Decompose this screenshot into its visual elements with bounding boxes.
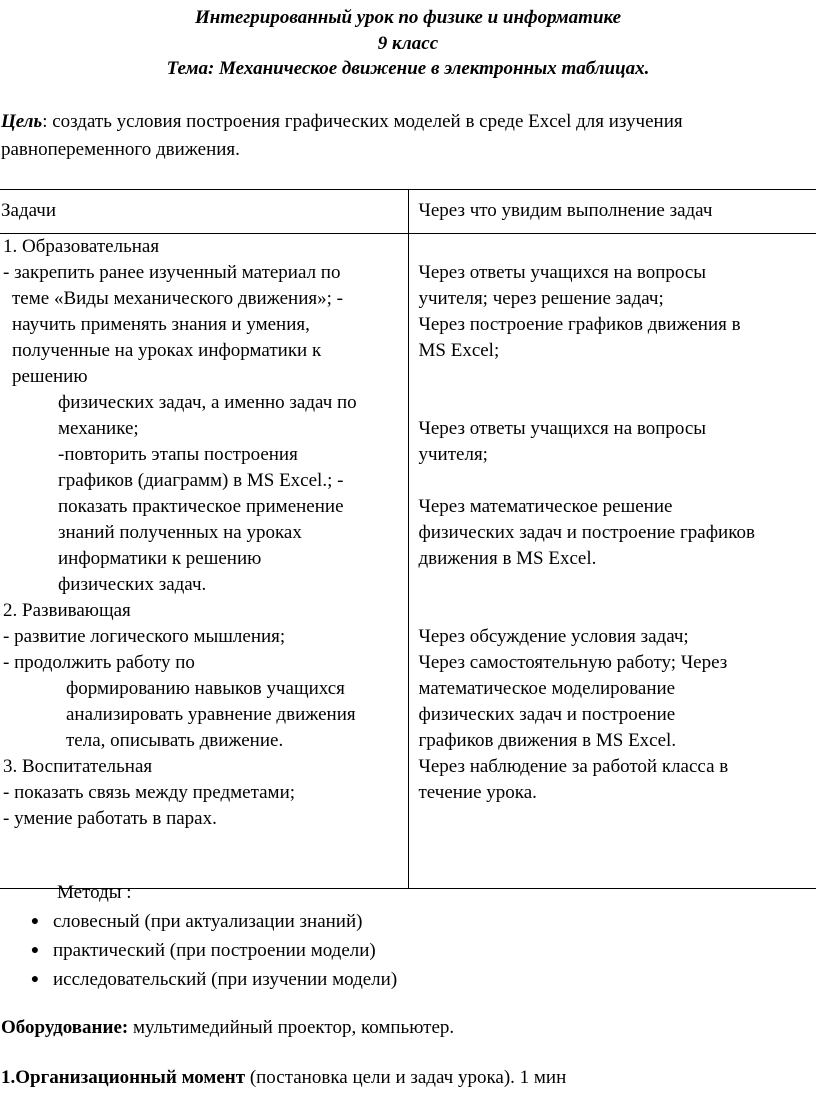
task-line: - развитие логического мышления;	[3, 626, 286, 647]
evidence-line: течение урока.	[418, 782, 537, 803]
goal-label: Цель	[1, 111, 43, 132]
evidence-line: физических задач и построение графиков	[418, 522, 755, 543]
bullet-icon: ●	[30, 943, 40, 958]
task-line: полученные на уроках информатики к	[12, 340, 322, 361]
task-line: - умение работать в парах.	[3, 808, 217, 829]
task-line: - продолжить работу по	[3, 652, 195, 673]
bullet-icon: ●	[30, 914, 40, 929]
column-header-evidence: Через что увидим выполнение задач	[408, 190, 816, 234]
org-moment-text: (постановка цели и задач урока). 1 мин	[245, 1067, 567, 1088]
task-line: механике;	[58, 418, 139, 439]
task-line: анализировать уравнение движения	[66, 704, 356, 725]
equipment-label: Оборудование:	[1, 1017, 129, 1038]
task-heading: 3. Воспитательная	[3, 756, 153, 777]
evidence-line: Через самостоятельную работу; Через	[418, 652, 728, 673]
method-text: практический (при построении модели)	[53, 940, 376, 961]
method-text: словесный (при актуализации знаний)	[53, 911, 363, 932]
task-line: - показать связь между предметами;	[3, 782, 296, 803]
task-line: информатики к решению	[58, 548, 262, 569]
goal-text-line1: : создать условия построения графических моделей в среде Excel для изучения	[42, 111, 683, 132]
task-line: графиков (диаграмм) в MS Excel.; -	[58, 470, 344, 491]
task-line: формированию навыков учащихся	[66, 678, 345, 699]
task-line: тела, описывать движение.	[66, 730, 284, 751]
methods-title: Методы :	[57, 882, 132, 903]
grade-label: 9 класс	[377, 32, 439, 54]
task-line: показать практическое применение	[58, 496, 344, 517]
method-item	[0, 965, 816, 994]
org-moment-paragraph	[1, 1064, 566, 1092]
method-item	[0, 907, 816, 936]
evidence-line: графиков движения в MS Excel.	[418, 730, 677, 751]
evidence-line: Через ответы учащихся на вопросы	[418, 262, 707, 283]
evidence-line: Через ответы учащихся на вопросы	[418, 418, 707, 439]
evidence-line: Через построение графиков движения в	[418, 314, 741, 335]
method-item	[0, 936, 816, 965]
task-line: физических задач, а именно задач по	[58, 392, 357, 413]
task-heading: 2. Развивающая	[3, 600, 131, 621]
evidence-line: Через наблюдение за работой класса в	[418, 756, 729, 777]
methods-section	[0, 878, 816, 994]
tasks-cell	[0, 234, 408, 889]
lesson-topic: Тема: Механическое движение в электронных таблицах.	[166, 58, 650, 79]
evidence-line: Через обсуждение условия задач;	[418, 626, 689, 647]
goal-text-line2: равнопеременного движения.	[1, 139, 240, 160]
goal-paragraph	[1, 108, 801, 164]
task-line: решению	[12, 366, 88, 387]
evidence-line: MS Excel;	[418, 340, 500, 361]
tasks-table-header-row	[0, 190, 816, 234]
evidence-line: Через математическое решение	[418, 496, 673, 517]
task-line: теме «Виды механического движения»; -	[12, 288, 343, 309]
tasks-table-body-row	[0, 234, 816, 889]
equipment-text: мультимедийный проектор, компьютер.	[128, 1017, 455, 1038]
method-text: исследовательский (при изучении модели)	[53, 969, 398, 990]
task-line: знаний полученных на уроках	[58, 522, 302, 543]
task-line: физических задач.	[58, 574, 207, 595]
evidence-line: движения в MS Excel.	[418, 548, 597, 569]
task-line: -повторить этапы построения	[58, 444, 298, 465]
equipment-paragraph	[1, 1014, 454, 1042]
task-heading: 1. Образовательная	[3, 236, 160, 257]
document-header	[0, 5, 816, 82]
evidence-line: учителя;	[418, 444, 488, 465]
org-moment-label: 1.Организационный момент	[1, 1067, 246, 1088]
lesson-title: Интегрированный урок по физике и информатике	[194, 7, 622, 28]
task-line: научить применять знания и умения,	[12, 314, 310, 335]
bullet-icon: ●	[30, 972, 40, 987]
evidence-cell	[408, 234, 816, 889]
evidence-line: математическое моделирование	[418, 678, 676, 699]
column-header-tasks: Задачи	[0, 190, 408, 234]
tasks-table	[0, 189, 816, 889]
evidence-line: учителя; через решение задач;	[418, 288, 664, 309]
evidence-line: физических задач и построение	[418, 704, 676, 725]
task-line: - закрепить ранее изученный материал по	[3, 262, 341, 283]
